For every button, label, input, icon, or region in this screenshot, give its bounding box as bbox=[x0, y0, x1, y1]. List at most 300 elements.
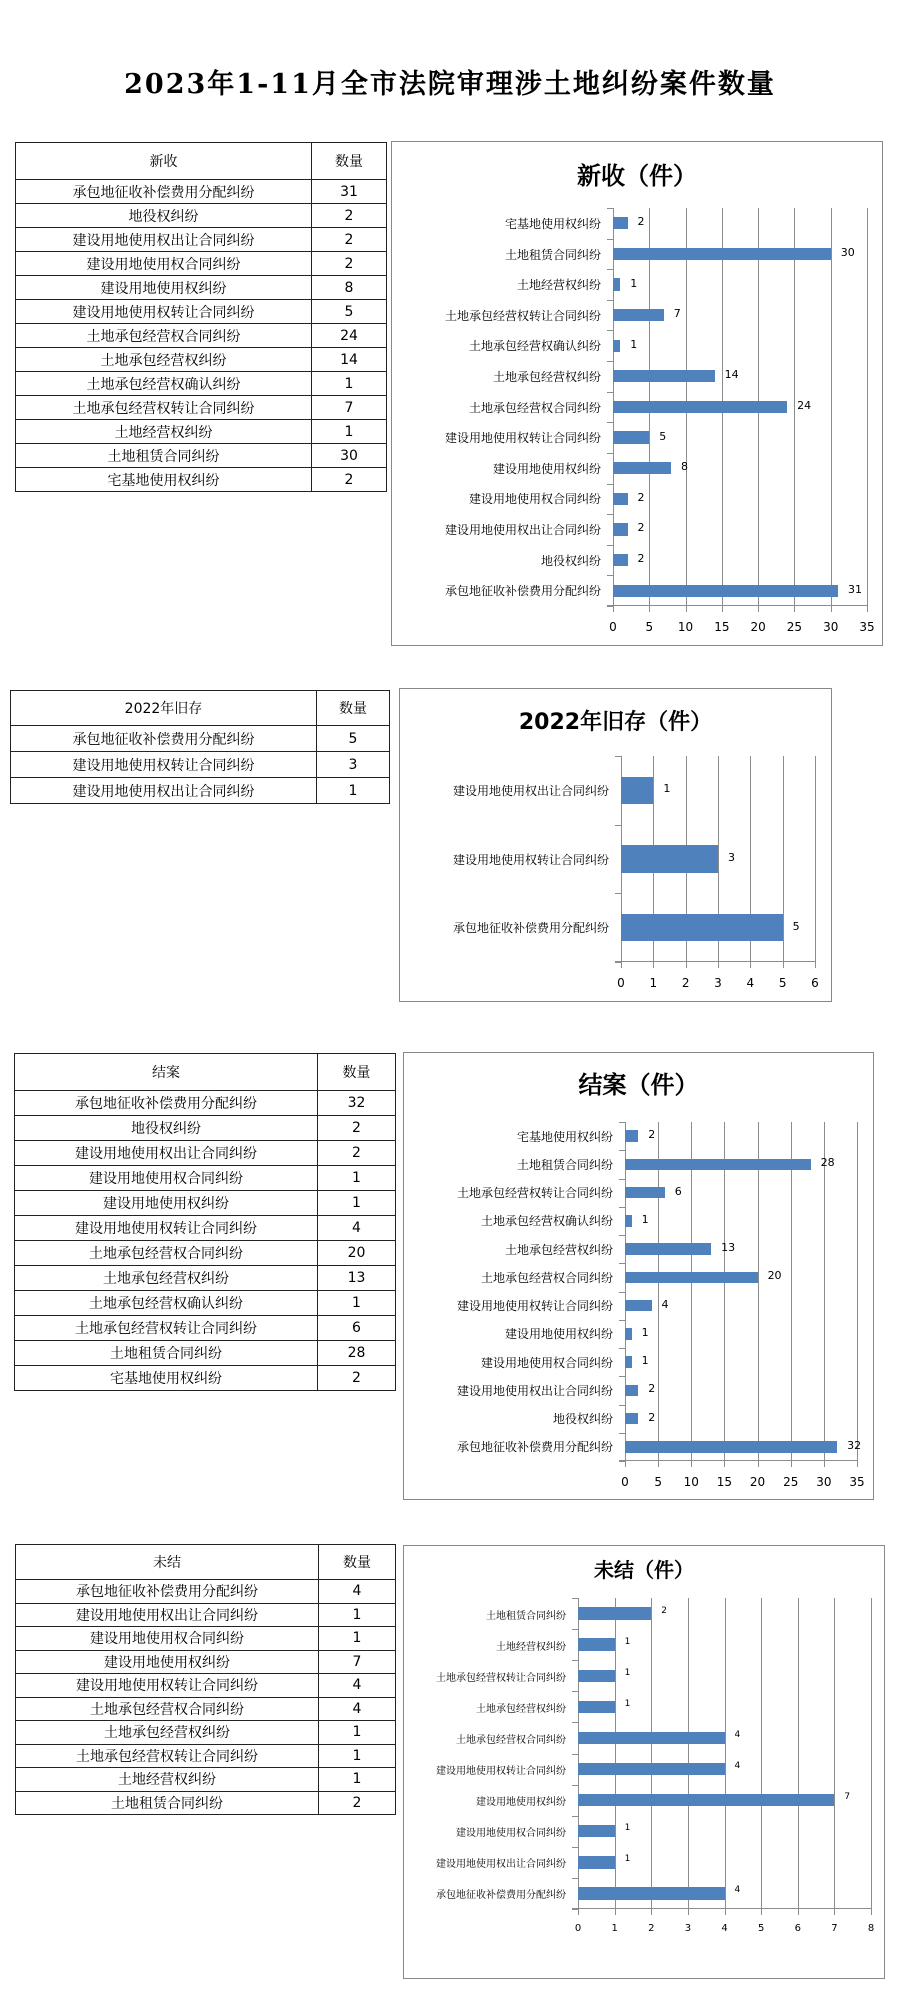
gridline bbox=[724, 1122, 725, 1461]
x-tick-label: 3 bbox=[714, 976, 722, 990]
case-count-cell: 2 bbox=[319, 1791, 396, 1815]
category-label: 土地经营权纠纷 bbox=[516, 278, 601, 293]
gridline bbox=[831, 208, 832, 606]
plot-area bbox=[444, 208, 875, 634]
bar-value-label: 2 bbox=[637, 490, 645, 504]
bar-value-label: 1 bbox=[630, 276, 638, 290]
bar-value-label: 7 bbox=[844, 1792, 851, 1803]
bar bbox=[613, 370, 715, 382]
table-row bbox=[16, 228, 387, 252]
bar-value-label: 2 bbox=[637, 521, 645, 535]
case-type-cell: 建设用地使用权转让合同纠纷 bbox=[16, 300, 312, 324]
category-label: 土地租赁合同纠纷 bbox=[516, 1157, 613, 1172]
category-label: 建设用地使用权合同纠纷 bbox=[468, 492, 601, 507]
table-row bbox=[11, 726, 390, 752]
table-row bbox=[15, 1216, 396, 1241]
bar-value-label: 1 bbox=[624, 1667, 631, 1678]
category-label: 土地承包经营权转让合同纠纷 bbox=[436, 1672, 566, 1684]
table-pending-2022 bbox=[10, 690, 390, 804]
bar bbox=[578, 1701, 615, 1713]
case-type-cell: 土地承包经营权转让合同纠纷 bbox=[16, 396, 312, 420]
bar bbox=[625, 1272, 758, 1283]
table-row bbox=[16, 204, 387, 228]
y-tick-mark bbox=[607, 575, 613, 576]
bar-value-label: 1 bbox=[641, 1325, 649, 1339]
case-count-cell: 1 bbox=[319, 1627, 396, 1651]
case-count-cell: 7 bbox=[312, 396, 387, 420]
case-type-cell: 宅基地使用权纠纷 bbox=[15, 1366, 318, 1391]
category-label: 建设用地使用权纠纷 bbox=[476, 1797, 566, 1809]
case-count-cell: 32 bbox=[318, 1091, 396, 1116]
y-tick-mark bbox=[607, 208, 613, 209]
x-tick-mark bbox=[615, 1909, 616, 1915]
x-tick-label: 4 bbox=[746, 976, 755, 990]
y-tick-mark bbox=[619, 1292, 625, 1293]
x-tick-label: 30 bbox=[816, 1475, 832, 1489]
table-row bbox=[16, 252, 387, 276]
chart-unclosed-cases bbox=[403, 1545, 885, 1979]
category-label: 宅基地使用权纠纷 bbox=[516, 1129, 613, 1144]
x-tick-label: 35 bbox=[859, 620, 875, 634]
gridline bbox=[691, 1122, 692, 1461]
x-tick-mark bbox=[653, 962, 654, 968]
y-tick-mark bbox=[607, 606, 613, 607]
bar bbox=[578, 1732, 725, 1744]
case-count-cell: 13 bbox=[318, 1266, 396, 1291]
y-tick-mark bbox=[572, 1722, 578, 1723]
x-tick-mark bbox=[758, 1461, 759, 1467]
category-label: 承包地征收补偿费用分配纠纷 bbox=[444, 584, 601, 599]
x-tick-mark bbox=[794, 606, 795, 612]
y-tick-mark bbox=[619, 1461, 625, 1462]
column-header-category: 新收 bbox=[16, 143, 312, 180]
y-tick-mark bbox=[615, 756, 621, 757]
case-type-cell: 土地承包经营权纠纷 bbox=[16, 1721, 319, 1745]
chart-closed-cases bbox=[403, 1052, 874, 1500]
y-tick-mark bbox=[607, 422, 613, 423]
bar-value-label: 30 bbox=[840, 245, 855, 259]
x-tick-label: 10 bbox=[683, 1475, 699, 1489]
case-count-cell: 4 bbox=[319, 1580, 396, 1604]
bar-value-label: 4 bbox=[734, 1729, 741, 1740]
x-tick-label: 5 bbox=[654, 1475, 662, 1489]
category-label: 土地承包经营权转让合同纠纷 bbox=[444, 308, 601, 323]
x-tick-mark bbox=[750, 962, 751, 968]
bar-value-label: 8 bbox=[681, 460, 689, 474]
y-tick-mark bbox=[615, 893, 621, 894]
category-label: 建设用地使用权出让合同纠纷 bbox=[452, 783, 609, 798]
category-label: 建设用地使用权合同纠纷 bbox=[480, 1355, 613, 1370]
y-tick-mark bbox=[572, 1847, 578, 1848]
x-tick-label: 25 bbox=[786, 620, 803, 634]
case-count-cell: 4 bbox=[319, 1697, 396, 1721]
table-row bbox=[15, 1091, 396, 1116]
case-count-cell: 1 bbox=[318, 1166, 396, 1191]
bar bbox=[625, 1328, 632, 1339]
category-label: 宅基地使用权纠纷 bbox=[504, 216, 601, 231]
bar-value-label: 4 bbox=[734, 1761, 741, 1772]
case-type-cell: 土地承包经营权确认纠纷 bbox=[15, 1291, 318, 1316]
column-header-count: 数量 bbox=[319, 1545, 396, 1580]
table-row bbox=[15, 1141, 396, 1166]
category-label: 地役权纠纷 bbox=[540, 553, 601, 568]
case-count-cell: 1 bbox=[312, 420, 387, 444]
x-tick-mark bbox=[871, 1909, 872, 1915]
case-type-cell: 地役权纠纷 bbox=[16, 204, 312, 228]
plot-area bbox=[436, 1598, 875, 1934]
category-label: 土地租赁合同纠纷 bbox=[486, 1610, 566, 1622]
case-type-cell: 承包地征收补偿费用分配纠纷 bbox=[15, 1091, 318, 1116]
table-row bbox=[16, 1603, 396, 1627]
x-tick-label: 6 bbox=[794, 1923, 801, 1934]
y-tick-mark bbox=[607, 392, 613, 393]
chart-title: 2022年旧存（件） bbox=[518, 710, 713, 735]
bar bbox=[625, 1385, 638, 1396]
x-tick-mark bbox=[625, 1461, 626, 1467]
x-tick-mark bbox=[686, 962, 687, 968]
case-count-cell: 1 bbox=[318, 1191, 396, 1216]
bar bbox=[578, 1825, 615, 1837]
case-type-cell: 承包地征收补偿费用分配纠纷 bbox=[16, 180, 312, 204]
table-row bbox=[16, 1674, 396, 1698]
bar bbox=[578, 1794, 834, 1806]
bar-value-label: 1 bbox=[624, 1854, 631, 1865]
table-row bbox=[16, 1791, 396, 1815]
y-axis-line bbox=[625, 1122, 626, 1461]
x-tick-label: 3 bbox=[684, 1923, 692, 1934]
x-tick-label: 15 bbox=[716, 1475, 733, 1489]
category-label: 土地承包经营权纠纷 bbox=[476, 1703, 566, 1715]
case-type-cell: 土地承包经营权转让合同纠纷 bbox=[15, 1316, 318, 1341]
y-tick-mark bbox=[607, 300, 613, 301]
x-tick-mark bbox=[724, 1461, 725, 1467]
case-type-cell: 建设用地使用权出让合同纠纷 bbox=[15, 1141, 318, 1166]
case-type-cell: 承包地征收补偿费用分配纠纷 bbox=[16, 1580, 319, 1604]
case-type-cell: 土地承包经营权合同纠纷 bbox=[16, 1697, 319, 1721]
bar-value-label: 2 bbox=[648, 1128, 656, 1142]
case-count-cell: 2 bbox=[318, 1116, 396, 1141]
x-tick-mark bbox=[688, 1909, 689, 1915]
bar bbox=[578, 1763, 725, 1775]
x-tick-label: 30 bbox=[823, 620, 839, 634]
gridline bbox=[794, 208, 795, 606]
category-label: 承包地征收补偿费用分配纠纷 bbox=[436, 1890, 566, 1902]
gridline bbox=[857, 1122, 858, 1461]
table-row bbox=[11, 752, 390, 778]
y-tick-mark bbox=[607, 330, 613, 331]
y-tick-mark bbox=[619, 1179, 625, 1180]
x-tick-mark bbox=[686, 606, 687, 612]
table-row bbox=[16, 396, 387, 420]
case-type-cell: 土地承包经营权合同纠纷 bbox=[16, 324, 312, 348]
bar bbox=[578, 1638, 615, 1650]
x-tick-label: 25 bbox=[783, 1475, 799, 1489]
category-label: 建设用地使用权转让合同纠纷 bbox=[444, 431, 601, 446]
bar-value-label: 4 bbox=[734, 1885, 741, 1896]
bar-value-label: 2 bbox=[648, 1410, 656, 1424]
bar bbox=[613, 401, 787, 413]
x-tick-label: 35 bbox=[849, 1475, 865, 1489]
table-row bbox=[15, 1366, 396, 1391]
y-tick-mark bbox=[619, 1235, 625, 1236]
case-count-cell: 1 bbox=[319, 1721, 396, 1745]
category-label: 建设用地使用权转让合同纠纷 bbox=[456, 1299, 613, 1314]
case-type-cell: 宅基地使用权纠纷 bbox=[16, 468, 312, 492]
table-row bbox=[15, 1241, 396, 1266]
table-row bbox=[16, 372, 387, 396]
x-tick-mark bbox=[824, 1461, 825, 1467]
gridline bbox=[871, 1598, 872, 1909]
table-row bbox=[16, 468, 387, 492]
category-label: 承包地征收补偿费用分配纠纷 bbox=[456, 1440, 613, 1455]
case-type-cell: 土地承包经营权确认纠纷 bbox=[16, 372, 312, 396]
bar-value-label: 2 bbox=[637, 552, 645, 566]
x-tick-mark bbox=[649, 606, 650, 612]
case-count-cell: 1 bbox=[319, 1744, 396, 1768]
x-axis-line bbox=[619, 1460, 857, 1461]
case-type-cell: 土地经营权纠纷 bbox=[16, 420, 312, 444]
x-tick-label: 5 bbox=[757, 1923, 765, 1934]
table-row bbox=[16, 1650, 396, 1674]
column-header-count: 数量 bbox=[317, 691, 390, 726]
bar-value-label: 1 bbox=[641, 1354, 649, 1368]
category-label: 地役权纠纷 bbox=[552, 1412, 613, 1427]
x-tick-mark bbox=[658, 1461, 659, 1467]
category-label: 承包地征收补偿费用分配纠纷 bbox=[452, 921, 609, 936]
x-tick-mark bbox=[691, 1461, 692, 1467]
case-type-cell: 建设用地使用权纠纷 bbox=[16, 276, 312, 300]
case-count-cell: 2 bbox=[312, 468, 387, 492]
category-label: 建设用地使用权出让合同纠纷 bbox=[444, 523, 601, 538]
y-tick-mark bbox=[619, 1348, 625, 1349]
category-label: 土地租赁合同纠纷 bbox=[504, 247, 601, 262]
y-tick-mark bbox=[572, 1754, 578, 1755]
case-type-cell: 土地经营权纠纷 bbox=[16, 1768, 319, 1792]
x-tick-label: 7 bbox=[831, 1923, 838, 1934]
x-tick-mark bbox=[613, 606, 614, 612]
bar-value-label: 2 bbox=[661, 1605, 667, 1616]
y-tick-mark bbox=[607, 361, 613, 362]
case-count-cell: 1 bbox=[317, 778, 390, 804]
case-count-cell: 8 bbox=[312, 276, 387, 300]
table-row bbox=[16, 1721, 396, 1745]
bar-value-label: 1 bbox=[663, 782, 671, 796]
bar-value-label: 1 bbox=[624, 1823, 631, 1834]
bar bbox=[613, 585, 838, 597]
gridline bbox=[761, 1598, 762, 1909]
case-type-cell: 土地租赁合同纠纷 bbox=[15, 1341, 318, 1366]
gridline bbox=[651, 1598, 652, 1909]
y-tick-mark bbox=[607, 545, 613, 546]
x-tick-label: 1 bbox=[649, 976, 658, 990]
case-type-cell: 土地租赁合同纠纷 bbox=[16, 1791, 319, 1815]
x-tick-label: 8 bbox=[867, 1923, 875, 1934]
x-tick-mark bbox=[621, 962, 622, 968]
case-type-cell: 土地租赁合同纠纷 bbox=[16, 444, 312, 468]
table-row bbox=[15, 1116, 396, 1141]
x-tick-mark bbox=[725, 1909, 726, 1915]
x-tick-mark bbox=[791, 1461, 792, 1467]
gridline bbox=[658, 1122, 659, 1461]
y-tick-mark bbox=[619, 1376, 625, 1377]
gridline bbox=[867, 208, 868, 606]
case-count-cell: 31 bbox=[312, 180, 387, 204]
x-tick-label: 6 bbox=[811, 976, 819, 990]
bar-value-label: 32 bbox=[847, 1438, 862, 1452]
table-row bbox=[16, 1627, 396, 1651]
table-row bbox=[16, 420, 387, 444]
chart-title: 新收（件） bbox=[577, 162, 697, 190]
bar bbox=[625, 1356, 632, 1367]
category-label: 建设用地使用权纠纷 bbox=[492, 461, 601, 476]
bar-value-label: 2 bbox=[648, 1382, 656, 1396]
case-type-cell: 建设用地使用权合同纠纷 bbox=[16, 1627, 319, 1651]
chart-pending-2022 bbox=[399, 688, 832, 1002]
category-label: 建设用地使用权转让合同纠纷 bbox=[452, 852, 609, 867]
y-tick-mark bbox=[619, 1320, 625, 1321]
y-tick-mark bbox=[619, 1150, 625, 1151]
bar bbox=[621, 777, 653, 804]
bar-value-label: 20 bbox=[767, 1269, 782, 1283]
bar bbox=[578, 1607, 651, 1619]
x-tick-mark bbox=[857, 1461, 858, 1467]
case-count-cell: 14 bbox=[312, 348, 387, 372]
bar bbox=[578, 1856, 615, 1868]
case-count-cell: 4 bbox=[318, 1216, 396, 1241]
case-count-cell: 5 bbox=[312, 300, 387, 324]
y-tick-mark bbox=[619, 1433, 625, 1434]
bar bbox=[578, 1670, 615, 1682]
category-label: 建设用地使用权转让合同纠纷 bbox=[436, 1766, 566, 1778]
x-tick-label: 20 bbox=[749, 1475, 766, 1489]
table-row bbox=[11, 778, 390, 804]
x-tick-mark bbox=[798, 1909, 799, 1915]
case-count-cell: 2 bbox=[318, 1366, 396, 1391]
y-tick-mark bbox=[619, 1405, 625, 1406]
case-count-cell: 3 bbox=[317, 752, 390, 778]
table-row bbox=[16, 348, 387, 372]
bar bbox=[613, 431, 649, 443]
x-tick-mark bbox=[758, 606, 759, 612]
bar bbox=[625, 1187, 665, 1198]
column-header-category: 未结 bbox=[16, 1545, 319, 1580]
x-tick-label: 0 bbox=[609, 620, 617, 634]
case-type-cell: 建设用地使用权出让合同纠纷 bbox=[11, 778, 317, 804]
case-count-cell: 7 bbox=[319, 1650, 396, 1674]
bar-value-label: 2 bbox=[637, 215, 645, 229]
table-row bbox=[15, 1166, 396, 1191]
category-label: 建设用地使用权出让合同纠纷 bbox=[436, 1859, 566, 1871]
table-row bbox=[16, 1580, 396, 1604]
case-type-cell: 土地承包经营权纠纷 bbox=[16, 348, 312, 372]
bar bbox=[613, 248, 831, 260]
bar-value-label: 4 bbox=[661, 1297, 669, 1311]
x-tick-mark bbox=[867, 606, 868, 612]
bar-value-label: 5 bbox=[792, 919, 800, 933]
table-header-row bbox=[15, 1054, 396, 1091]
column-header-count: 数量 bbox=[312, 143, 387, 180]
table-header-row bbox=[16, 143, 387, 180]
y-tick-mark bbox=[619, 1263, 625, 1264]
case-count-cell: 2 bbox=[312, 252, 387, 276]
table-row bbox=[15, 1316, 396, 1341]
bar-value-label: 5 bbox=[659, 429, 667, 443]
table-row bbox=[15, 1341, 396, 1366]
case-type-cell: 建设用地使用权合同纠纷 bbox=[16, 252, 312, 276]
case-type-cell: 建设用地使用权纠纷 bbox=[16, 1650, 319, 1674]
bar-value-label: 3 bbox=[728, 851, 735, 864]
bar bbox=[613, 309, 664, 321]
column-header-count: 数量 bbox=[318, 1054, 396, 1091]
y-tick-mark bbox=[572, 1629, 578, 1630]
bar bbox=[621, 845, 718, 872]
bar bbox=[613, 340, 620, 352]
x-tick-label: 10 bbox=[677, 620, 694, 634]
x-tick-label: 2 bbox=[681, 976, 690, 990]
bar-value-label: 31 bbox=[847, 582, 862, 596]
case-type-cell: 土地承包经营权合同纠纷 bbox=[15, 1241, 318, 1266]
page-title: 2023年1-11月全市法院审理涉土地纠纷案件数量 bbox=[124, 69, 776, 100]
y-tick-mark bbox=[619, 1122, 625, 1123]
x-tick-label: 0 bbox=[574, 1923, 582, 1934]
bar bbox=[625, 1413, 638, 1424]
bar-value-label: 1 bbox=[624, 1698, 631, 1709]
case-count-cell: 1 bbox=[318, 1291, 396, 1316]
case-count-cell: 2 bbox=[312, 228, 387, 252]
category-label: 土地承包经营权纠纷 bbox=[504, 1242, 613, 1257]
x-tick-label: 5 bbox=[645, 620, 654, 634]
case-count-cell: 1 bbox=[312, 372, 387, 396]
x-axis-line bbox=[607, 605, 867, 606]
x-tick-mark bbox=[578, 1909, 579, 1915]
table-row bbox=[15, 1291, 396, 1316]
column-header-category: 结案 bbox=[15, 1054, 318, 1091]
table-row bbox=[16, 276, 387, 300]
bar bbox=[613, 462, 671, 474]
case-count-cell: 24 bbox=[312, 324, 387, 348]
bar-value-label: 6 bbox=[674, 1184, 682, 1198]
category-label: 土地承包经营权转让合同纠纷 bbox=[456, 1186, 613, 1201]
category-label: 土地经营权纠纷 bbox=[496, 1641, 566, 1653]
x-tick-mark bbox=[815, 962, 816, 968]
case-count-cell: 5 bbox=[317, 726, 390, 752]
x-tick-label: 15 bbox=[714, 620, 730, 634]
case-type-cell: 建设用地使用权出让合同纠纷 bbox=[16, 1603, 319, 1627]
x-tick-mark bbox=[651, 1909, 652, 1915]
gridline bbox=[688, 1598, 689, 1909]
x-tick-label: 0 bbox=[621, 1475, 629, 1489]
bar bbox=[613, 217, 628, 229]
y-tick-mark bbox=[607, 514, 613, 515]
x-tick-mark bbox=[761, 1909, 762, 1915]
x-tick-mark bbox=[718, 962, 719, 968]
case-type-cell: 建设用地使用权合同纠纷 bbox=[15, 1166, 318, 1191]
gridline bbox=[815, 756, 816, 962]
bar-value-label: 7 bbox=[673, 307, 681, 321]
bar bbox=[625, 1215, 632, 1226]
chart-title: 未结（件） bbox=[594, 1558, 694, 1582]
x-tick-label: 20 bbox=[750, 620, 766, 634]
category-label: 土地承包经营权合同纠纷 bbox=[456, 1734, 566, 1746]
case-count-cell: 1 bbox=[319, 1603, 396, 1627]
case-count-cell: 20 bbox=[318, 1241, 396, 1266]
category-label: 土地承包经营权确认纠纷 bbox=[468, 339, 601, 354]
y-tick-mark bbox=[572, 1816, 578, 1817]
x-tick-label: 5 bbox=[778, 976, 787, 990]
y-tick-mark bbox=[572, 1660, 578, 1661]
case-type-cell: 地役权纠纷 bbox=[15, 1116, 318, 1141]
y-tick-mark bbox=[572, 1691, 578, 1692]
